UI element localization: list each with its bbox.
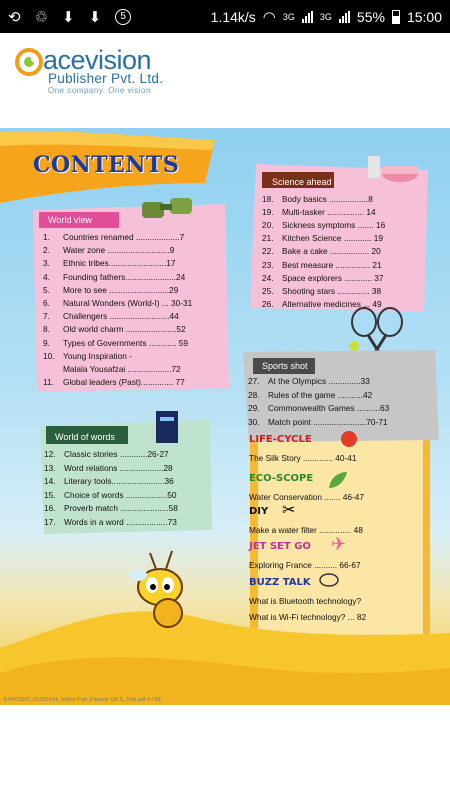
- contents-title: CONTENTS: [33, 152, 180, 178]
- toc-row: [43, 338, 188, 348]
- toc-title: Match point .......................70-71: [268, 416, 388, 427]
- toc-title: Shooting stars .............. 38: [282, 285, 382, 296]
- toc-title: Founding fathers......................24: [63, 271, 186, 282]
- sports-heading: Sports shot: [262, 361, 308, 371]
- toc-row: [43, 272, 185, 282]
- toc-number: 23.: [262, 259, 274, 270]
- toc-title: Literary tools.......................36: [64, 476, 174, 486]
- toc-number: 29.: [248, 403, 260, 413]
- download-icon: ⬇: [62, 8, 75, 26]
- toc-title: Words in a word ..................73: [64, 516, 177, 527]
- toc-number: 26.: [262, 298, 274, 309]
- leaf-icon: [327, 470, 349, 490]
- pdf-footer: EXPOSRT_51091424_Vision Pub_Pioneer GK 5_Text.pdf 4 / 88: [4, 697, 161, 703]
- toc-row: [43, 351, 132, 361]
- toc-row: [44, 476, 174, 486]
- network-type-2: 3G: [319, 11, 332, 22]
- toc-number: 14.: [44, 476, 56, 486]
- toc-row: [262, 233, 383, 243]
- toc-number: 1.: [43, 232, 50, 242]
- battery-percent: 55%: [356, 8, 385, 25]
- tennis-rackets-icon: [342, 306, 412, 356]
- speech-bubble-icon: [318, 573, 340, 589]
- apple-icon: [339, 428, 359, 448]
- publisher-tagline: One company. One vision: [48, 86, 151, 95]
- toc-number: 13.: [44, 462, 56, 473]
- book-icon: [154, 409, 180, 445]
- toc-row: [44, 449, 169, 459]
- network-speed: 1.14k/s: [210, 8, 256, 25]
- toc-title: Old world charm ......................52: [63, 324, 186, 335]
- toc-number: 8.: [43, 324, 50, 335]
- toc-number: 24.: [262, 272, 274, 283]
- toc-title: Global leaders (Past).............. 77: [63, 377, 185, 388]
- toc-row: [44, 503, 178, 513]
- cake-icon: [362, 148, 422, 188]
- toc-title: Classic stories ............26-27: [64, 449, 169, 459]
- toc-row: [43, 364, 181, 374]
- toc-title: Ethnic tribes.........................17: [63, 258, 176, 269]
- words-heading: World of words: [55, 432, 115, 442]
- toc-title: Natural Wonders (World-I) ... 30-31: [63, 298, 193, 308]
- buzz-item-bluetooth: What is Bluetooth technology?: [249, 596, 362, 606]
- toc-row: [248, 390, 372, 400]
- toc-number: 10.: [43, 350, 55, 361]
- toc-number: 21.: [262, 233, 274, 244]
- publisher-logo: [14, 45, 274, 105]
- toc-number: 6.: [43, 298, 50, 308]
- toc-number: 11.: [43, 377, 54, 388]
- toc-row: [262, 207, 376, 217]
- toc-row: [43, 298, 192, 308]
- toc-number: 28.: [248, 389, 260, 400]
- signal-icon: [339, 11, 350, 23]
- acevision-logo-icon: [14, 47, 44, 77]
- life-cycle-item: The Silk Story ............. 40-41: [249, 453, 357, 463]
- toc-row: [44, 517, 177, 527]
- diy-title: DIY: [249, 506, 269, 517]
- toc-row: [262, 260, 382, 270]
- eco-scope-title: ECO-SCOPE: [249, 473, 314, 484]
- book-page-image[interactable]: [0, 128, 450, 705]
- toc-number: 2.: [43, 245, 50, 256]
- notification-badge: 5: [115, 9, 131, 25]
- toc-title: Sickness symptoms ....... 16: [282, 220, 386, 231]
- recycle-icon: ♲: [34, 8, 49, 26]
- toc-number: 30.: [248, 416, 260, 427]
- toc-title: Kitchen Science ............ 19: [282, 233, 383, 244]
- toc-title: Best measure ............... 21: [282, 259, 382, 270]
- toc-number: 9.: [43, 337, 50, 348]
- toc-row: [44, 463, 173, 473]
- toc-number: 5.: [43, 284, 50, 295]
- toc-number: 20.: [262, 220, 274, 231]
- sync-icon: ⟲: [8, 8, 21, 26]
- toc-row: [43, 245, 174, 255]
- toc-number: 27.: [248, 376, 260, 386]
- signal-icon: [302, 11, 313, 23]
- binoculars-icon: [140, 194, 196, 224]
- toc-title: Types of Governments ............ 59: [63, 337, 188, 348]
- toc-row: [43, 258, 176, 268]
- toc-number: 17.: [44, 516, 56, 527]
- eco-scope-item: Water Conservation ....... 46-47: [249, 492, 364, 502]
- toc-row: [44, 490, 177, 500]
- bee-mascot-icon: [130, 543, 210, 643]
- toc-row: [262, 286, 381, 296]
- toc-title: Bake a cake ................. 20: [282, 246, 381, 257]
- toc-title: Space explorers ............ 37: [282, 272, 384, 283]
- world-view-list: [43, 232, 223, 392]
- wifi-icon: ◠: [262, 8, 276, 26]
- toc-title: Young Inspiration -: [63, 350, 132, 361]
- diy-item: Make a water filter .............. 48: [249, 525, 363, 535]
- toc-title: Countries renamed ...................7: [63, 232, 185, 242]
- battery-icon: [392, 10, 400, 24]
- jet-set-title: JET SET GO: [249, 541, 311, 552]
- toc-number: 19.: [262, 207, 274, 218]
- toc-number: 22.: [262, 246, 274, 257]
- toc-title: Body basics .................8: [282, 194, 373, 204]
- toc-title: Commonwealth Games ..........63: [268, 403, 390, 413]
- toc-row: [248, 403, 389, 413]
- status-bar: [0, 0, 450, 33]
- toc-row: [43, 311, 179, 321]
- toc-row: [248, 376, 370, 386]
- toc-title: Malala Yousafzai ...................72: [63, 364, 181, 374]
- buzz-title: BUZZ TALK: [249, 577, 311, 588]
- buzz-item-wifi: What is Wi-Fi technology? ... 82: [249, 612, 367, 622]
- life-cycle-title: LIFE-CYCLE: [249, 434, 312, 445]
- toc-title: Rules of the game ...........42: [268, 389, 373, 400]
- toc-title: Word relations ...................28: [64, 462, 173, 473]
- toc-row: [262, 273, 383, 283]
- toc-row: [43, 232, 184, 242]
- toc-title: Alternative medicines ... 49: [282, 298, 382, 309]
- toc-row: [248, 417, 387, 427]
- toc-title: At the Olympics ..............33: [268, 376, 370, 386]
- toc-title: More to see ..........................29: [63, 284, 179, 295]
- toc-title: Multi-tasker ................ 14: [282, 207, 376, 218]
- toc-number: 25.: [262, 285, 274, 296]
- clock: 15:00: [406, 8, 442, 25]
- toc-number: 18.: [262, 194, 274, 204]
- network-type-1: 3G: [282, 11, 295, 22]
- toc-number: 3.: [43, 258, 50, 269]
- toc-number: 16.: [44, 503, 56, 513]
- toc-title: Challengers ..........................44: [63, 311, 179, 322]
- sports-list: [248, 376, 422, 436]
- toc-row: [43, 285, 178, 295]
- toc-number: 12.: [44, 449, 56, 459]
- airplane-icon: ✈: [331, 534, 347, 554]
- science-heading: Science ahead: [272, 177, 332, 187]
- jet-set-item: Exploring France .......... 66-67: [249, 560, 361, 570]
- publisher-subtitle: Publisher Pvt. Ltd.: [48, 71, 164, 86]
- download-icon: ⬇: [88, 8, 102, 26]
- publisher-name: acevision: [43, 45, 152, 75]
- toc-number: 15.: [44, 489, 56, 500]
- science-list: [262, 194, 408, 314]
- world-view-heading: World view: [48, 215, 92, 225]
- toc-row: [43, 324, 186, 334]
- toc-row: [262, 220, 385, 230]
- toc-row: [262, 246, 381, 256]
- words-list: [44, 449, 202, 529]
- toc-title: Proverb match .....................58: [64, 503, 178, 513]
- toc-number: 7.: [43, 311, 50, 322]
- scissors-icon: ✂: [282, 502, 296, 519]
- toc-row: [262, 194, 373, 204]
- toc-row: [43, 377, 185, 387]
- toc-number: 4.: [43, 271, 50, 282]
- toc-title: Water zone ...........................9: [63, 245, 175, 256]
- toc-title: Choice of words ..................50: [64, 489, 177, 500]
